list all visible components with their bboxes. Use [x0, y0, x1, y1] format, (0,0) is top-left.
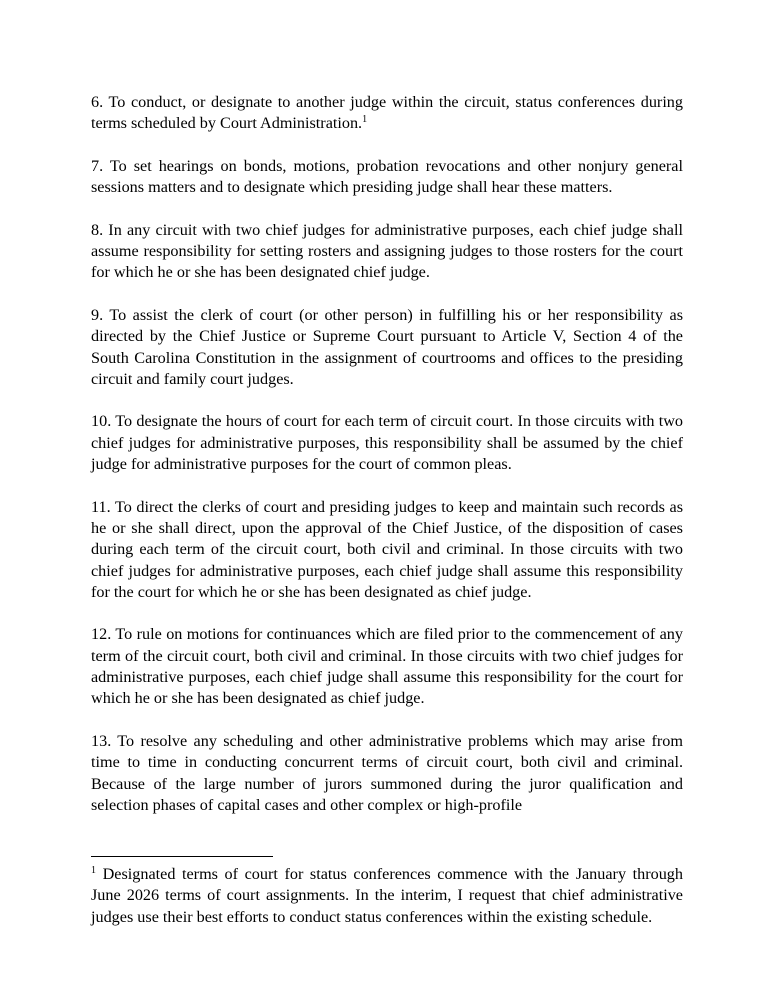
paragraph-11: 11. To direct the clerks of court and presiding judges to keep and maintain such records as he or she shall direct, upon the approval of the Chief Justice, of the disposition of cases during each term of the circuit court, both civil and criminal. In those circuits with two chief judges for administrative purposes, each chief judge shall assume this responsibility for the court for which he or she has been designated as chief judge. [91, 497, 683, 601]
footnote-reference[interactable]: 1 [362, 114, 368, 126]
document-body [91, 92, 683, 816]
paragraph-13: 13. To resolve any scheduling and other administrative problems which may arise from time to time in conducting concurrent terms of circuit court, both civil and criminal. Because of the large number of jurors summoned during the juror qualification and selection phases of capital cases and other complex or high-profile [91, 731, 683, 814]
footnote [91, 864, 683, 928]
paragraph-8: 8. In any circuit with two chief judges for administrative purposes, each chief judge shall assume responsibility for setting rosters and assigning judges to those rosters for the court for which he or she has been designated chief judge. [91, 220, 683, 282]
footnote-text: Designated terms of court for status conferences commence with the January through June 2026 terms of court assignments. In the interim, I request that chief administrative judges use their best efforts to conduct status conferences within the existing schedule. [91, 865, 683, 926]
paragraph-9: 9. To assist the clerk of court (or other person) in fulfilling his or her responsibility as directed by the Chief Justice or Supreme Court pursuant to Article V, Section 4 of the South Carolina Constitution in the assignment of courtrooms and offices to the presiding circuit and family court judges. [91, 305, 683, 388]
paragraph-10: 10. To designate the hours of court for each term of circuit court. In those circuits with two chief judges for administrative purposes, this responsibility shall be assumed by the chief judge for administrative purposes for the court of common pleas. [91, 412, 683, 474]
paragraph-6 [91, 92, 683, 135]
paragraph-7: 7. To set hearings on bonds, motions, probation revocations and other nonjury general sessions matters and to designate which presiding judge shall hear these matters. [91, 156, 683, 197]
paragraph-6-text: 6. To conduct, or designate to another judge within the circuit, status conferences during terms scheduled by Court Administration. [91, 93, 683, 133]
footnote-separator [91, 856, 273, 857]
footnote-marker: 1 [91, 865, 96, 876]
paragraph-12: 12. To rule on motions for continuances which are filed prior to the commencement of any term of the circuit court, both civil and criminal. In those circuits with two chief judges for administrative purposes, each chief judge shall assume this responsibility for the court for which he or she has been designated as chief judge. [91, 625, 683, 708]
